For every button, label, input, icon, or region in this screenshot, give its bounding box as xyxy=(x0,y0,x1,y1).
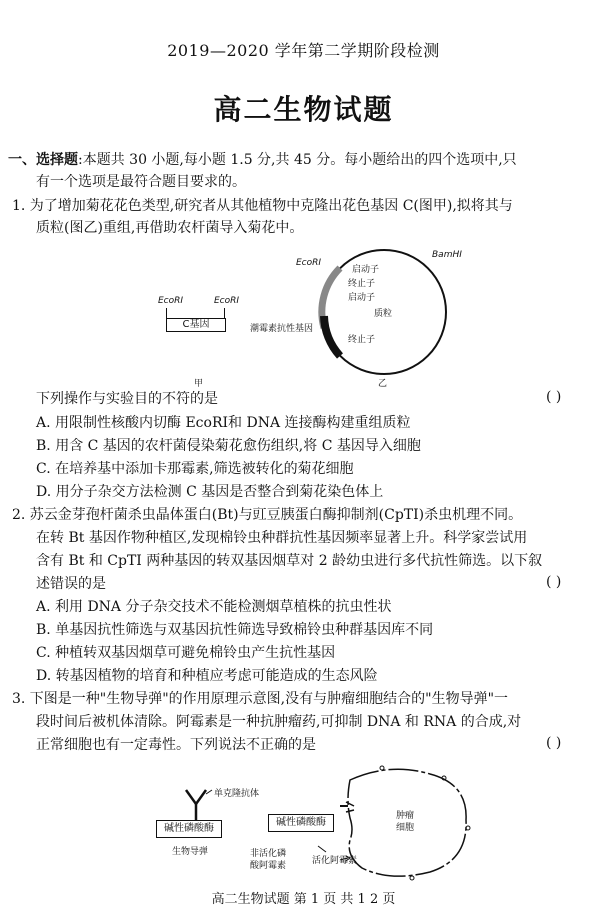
cut-site-right xyxy=(224,308,225,318)
q1-option-b: B. 用含 C 基因的农杆菌侵染菊花愈伤组织,将 C 基因导入细胞 xyxy=(36,438,421,454)
terminator-label-1: 终止子 xyxy=(348,279,376,289)
figure-yi-label: 乙 xyxy=(378,379,388,389)
q2-line-4: 述错误的是 xyxy=(36,576,106,592)
enzyme-box-right: 碱性磷酸酶 xyxy=(268,814,334,832)
active-drug-label: 活化阿霉素 xyxy=(312,856,358,866)
ecori-plasmid-label: EcoRⅠ xyxy=(296,258,322,268)
c-gene-box: C基因 xyxy=(166,318,226,332)
q2-line-3: 含有 Bt 和 CpTI 两种基因的转双基因烟草对 2 龄幼虫进行多代抗性筛选。以下叙 xyxy=(36,553,543,569)
tumor-label-1: 肿瘤 xyxy=(396,811,415,821)
resistance-gene-label: 潮霉素抗性基因 xyxy=(250,324,314,334)
q1-line-1: 1. 为了增加菊花花色类型,研究者从其他植物中克隆出花色基因 C(图甲),拟将其与 xyxy=(12,198,513,214)
q2-line-2: 在转 Bt 基因作物种植区,发现棉铃虫种群抗性基因频率显著上升。科学家尝试用 xyxy=(36,530,528,546)
tumor-label-2: 细胞 xyxy=(396,823,415,833)
figure-jia-label: 甲 xyxy=(194,379,204,389)
section-label: 一、选择题 xyxy=(8,152,78,168)
q2-answer-paren: ( ) xyxy=(546,574,562,590)
section-text-1: :本题共 30 小题,每小题 1.5 分,共 45 分。每小题给出的四个选项中,只 xyxy=(78,152,517,168)
q2-option-b: B. 单基因抗性筛选与双基因抗性筛选导致棉铃虫种群基因库不同 xyxy=(36,622,434,638)
cut-site-left xyxy=(166,308,167,318)
enzyme-box-left: 碱性磷酸酶 xyxy=(156,820,222,838)
q3-answer-paren: ( ) xyxy=(546,735,562,751)
ecori-left-label: EcoRⅠ xyxy=(158,296,184,306)
section-text-2: 有一个选项是最符合题目要求的。 xyxy=(36,174,246,190)
figure-3 xyxy=(150,760,490,885)
q3-line-3: 正常细胞也有一定毒性。下列说法不正确的是 xyxy=(36,737,316,753)
q1-answer-paren: ( ) xyxy=(546,389,562,405)
page-footer: 高二生物试题 第 1 页 共 1 2 页 xyxy=(211,892,396,907)
section-instruction xyxy=(8,150,517,170)
q1-option-a: A. 用限制性核酸内切酶 EcoRⅠ和 DNA 连接酶构建重组质粒 xyxy=(36,415,411,431)
inactive-drug-label-2: 酸阿霉素 xyxy=(250,861,287,871)
figure-1 xyxy=(150,240,462,390)
promoter-label-2: 启动子 xyxy=(348,293,376,303)
bamhi-label: BamHⅠ xyxy=(432,250,462,260)
promoter-label-1: 启动子 xyxy=(352,265,380,275)
inactive-drug-label-1: 非活化磷 xyxy=(250,849,287,859)
q3-line-1: 3. 下图是一种"生物导弹"的作用原理示意图,没有与肿瘤细胞结合的"生物导弹"一 xyxy=(12,691,509,707)
ecori-right-label: EcoRⅠ xyxy=(214,296,240,306)
page-title: 高二生物试题 xyxy=(213,93,394,126)
q2-option-c: C. 种植转双基因烟草可避免棉铃虫产生抗性基因 xyxy=(36,645,336,661)
plasmid-label: 质粒 xyxy=(374,309,393,319)
q1-stem: 下列操作与实验目的不符的是 xyxy=(36,391,218,407)
q1-line-2: 质粒(图乙)重组,再借助农杆菌导入菊花中。 xyxy=(36,220,304,236)
antibody-label: 单克隆抗体 xyxy=(214,789,260,799)
q2-line-1: 2. 苏云金芽孢杆菌杀虫晶体蛋白(Bt)与豇豆胰蛋白酶抑制剂(CpTI)杀虫机理不同。 xyxy=(12,507,523,523)
q2-option-a: A. 利用 DNA 分子杂交技术不能检测烟草植株的抗虫性状 xyxy=(36,599,392,615)
terminator-label-2: 终止子 xyxy=(348,335,376,345)
q3-line-2: 段时间后被机体清除。阿霉素是一种抗肿瘤药,可抑制 DNA 和 RNA 的合成,对 xyxy=(36,714,522,730)
q1-option-c: C. 在培养基中添加卡那霉素,筛选被转化的菊花细胞 xyxy=(36,461,354,477)
q1-option-d: D. 用分子杂交方法检测 C 基因是否整合到菊花染色体上 xyxy=(36,484,384,500)
q2-option-d: D. 转基因植物的培育和种植应考虑可能造成的生态风险 xyxy=(36,668,378,684)
exam-header: 2019—2020 学年第二学期阶段检测 xyxy=(167,41,440,60)
missile-label: 生物导弹 xyxy=(172,847,209,857)
